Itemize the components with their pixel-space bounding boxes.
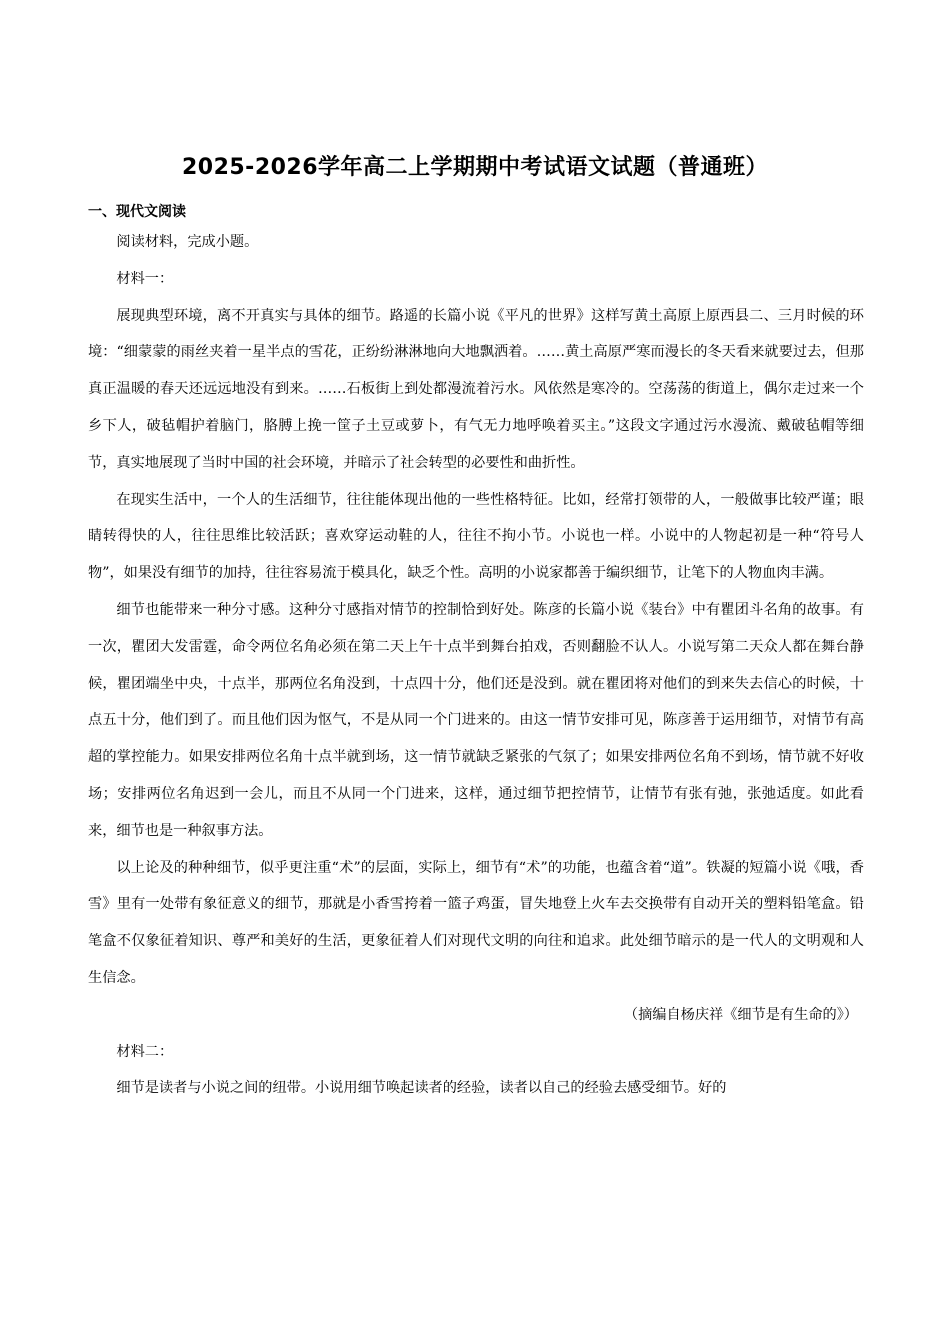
instruction-text: 阅读材料，完成小题。 [116, 234, 259, 250]
material-label: 材料一： [116, 270, 174, 287]
body-paragraph: 以上论及的种种细节，似乎更注重“术”的层面，实际上，细节有“术”的功能，也蕴含着“道”。铁凝的短篇小说《哦，香雪》里有一处带有象征意义的细节，那就是小香雪挎着一篮子鸡蛋，冒失地登上火车去交换带有自动开关的塑料铅笔盒。铅笔盒不仅象征着知识、尊严和美好的生活，更象征着人们对现代文明的向往和追求。此处细节暗示的是一代人的文明观和人生信念。 [88, 859, 864, 986]
document-body [88, 224, 864, 1107]
body-paragraph: 细节也能带来一种分寸感。这种分寸感指对情节的控制恰到好处。陈彦的长篇小说《装台》中有瞿团斗名角的故事。有一次，瞿团大发雷霆，命令两位名角必须在第二天上午十点半到舞台拍戏，否则翻脸不认人。小说写第二天众人都在舞台静候，瞿团端坐中央，十点半，那两位名角没到，十点四十分，他们还是没到。就在瞿团将对他们的到来失去信心的时候，十点五十分，他们到了。而且他们因为怄气，不是从同一个门进来的。由这一情节安排可见，陈彦善于运用细节，对情节有高超的掌控能力。如果安排两位名角十点半就到场，这一情节就缺乏紧张的气氛了；如果安排两位名角不到场，情节就不好收场；安排两位名角迟到一会儿，而且不从同一个门进来，这样，通过细节把控情节，让情节有张有弛，张弛适度。如此看来，细节也是一种叙事方法。 [88, 601, 864, 839]
material-label: 材料二： [116, 1043, 174, 1060]
body-paragraph: 在现实生活中，一个人的生活细节，往往能体现出他的一些性格特征。比如，经常打领带的人，一般做事比较严谨；眼睛转得快的人，往往思维比较活跃；喜欢穿运动鞋的人，往往不拘小节。小说也一样。小说中的人物起初是一种“符号人物”，如果没有细节的加持，往往容易流于模具化，缺乏个性。高明的小说家都善于编织细节，让笔下的人物血肉丰满。 [88, 491, 864, 582]
page-title: 2025-2026学年高二上学期期中考试语文试题（普通班） [181, 155, 769, 180]
body-paragraph: 细节是读者与小说之间的纽带。小说用细节唤起读者的经验，读者以自己的经验去感受细节。好的 [116, 1080, 727, 1097]
body-paragraph: 展现典型环境，离不开真实与具体的细节。路遥的长篇小说《平凡的世界》这样写黄土高原上原西县二、三月时候的环境：“细蒙蒙的雨丝夹着一星半点的雪花，正纷纷淋淋地向大地飘洒着。……黄土高原严寒而漫长的冬天看来就要过去，但那真正温暖的春天还远远地没有到来。……石板街上到处都漫流着污水。风依然是寒冷的。空荡荡的街道上，偶尔走过来一个乡下人，破毡帽护着脑门，胳膊上挽一筐子土豆或萝卜，有气无力地呼唤着买主。”这段文字通过污水漫流、戴破毡帽等细节，真实地展现了当时中国的社会环境，并暗示了社会转型的必要性和曲折性。 [88, 307, 864, 471]
section-heading: 一、现代文阅读 [88, 204, 186, 220]
source-citation: （摘编自杨庆祥《细节是有生命的》） [623, 1006, 858, 1023]
